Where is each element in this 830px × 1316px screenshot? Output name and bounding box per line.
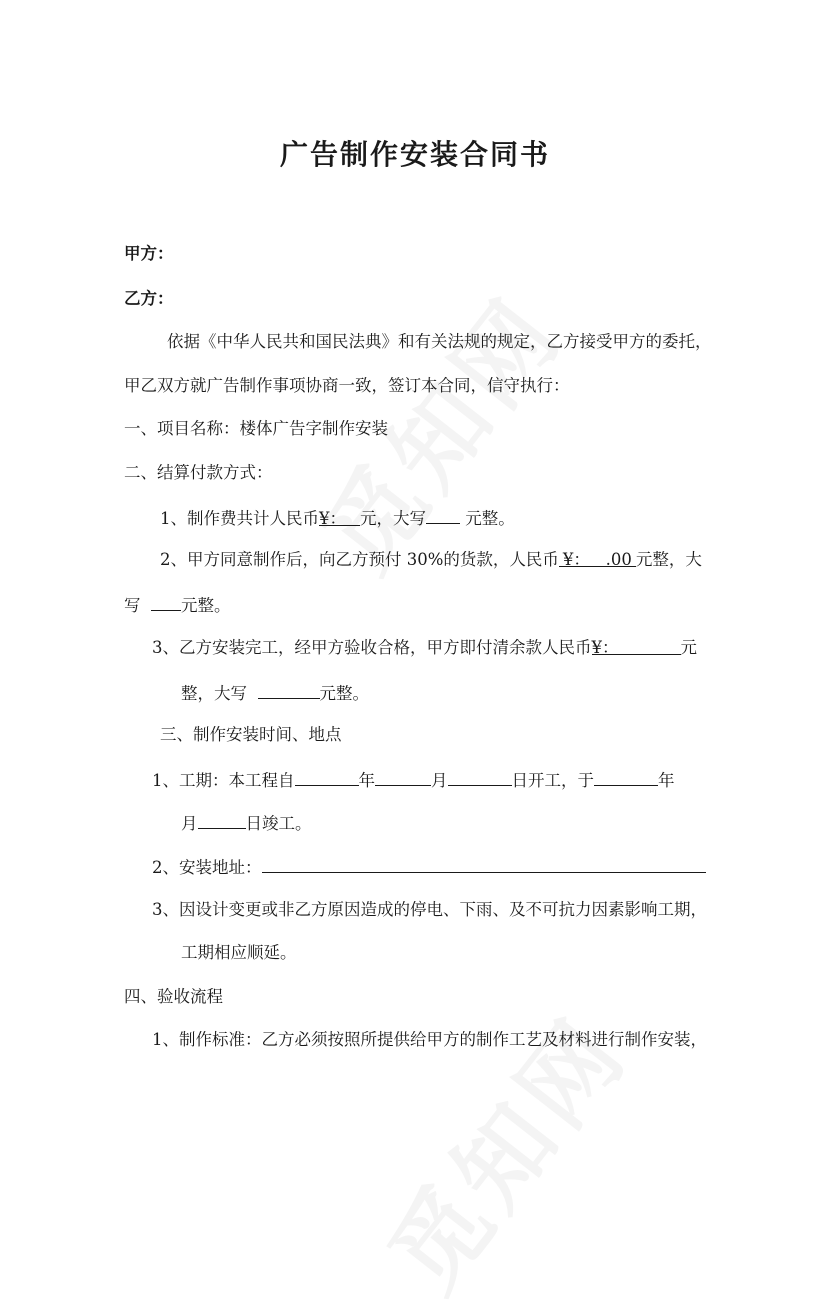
end-year-blank <box>594 767 658 786</box>
section-schedule: 三、制作安装时间、地点 <box>160 725 342 744</box>
end-day-blank <box>198 810 246 829</box>
intro-line-1: 依据《中华人民共和国民法典》和有关法规的规定，乙方接受甲方的委托， <box>167 332 712 351</box>
payment-1-total-blank: ¥： <box>319 507 360 526</box>
payment-2-amount: .00 <box>605 550 632 569</box>
install-address <box>152 854 706 880</box>
delay-line-1: 3、因设计变更或非乙方原因造成的停电、下雨、及不可抗力因素影响工期， <box>152 900 707 919</box>
period-start: 日开工，于 <box>511 771 594 790</box>
payment-3-text-c: 整，大写 <box>181 684 247 703</box>
payment-1-text-b: 元，大写 <box>360 509 426 528</box>
payment-3-uppercase-blank <box>258 680 320 699</box>
payment-3-text-b: 元 <box>680 638 697 657</box>
party-a-label: 甲方： <box>124 244 174 263</box>
standard-line: 1、制作标准：乙方必须按照所提供给甲方的制作工艺及材料进行制作安装， <box>152 1030 707 1049</box>
payment-2-amount-blank <box>559 548 636 567</box>
section-project-name: 一、项目名称：楼体广告字制作安装 <box>124 419 388 438</box>
document-title: 广告制作安装合同书 <box>279 138 550 171</box>
payment-1-text-c: 元整。 <box>465 509 515 528</box>
period-year-2: 年 <box>658 771 675 790</box>
payment-item-3 <box>152 636 697 660</box>
payment-item-2 <box>160 548 702 572</box>
payment-1-uppercase-blank <box>426 505 460 524</box>
start-month-blank <box>375 767 431 786</box>
period-month: 月 <box>431 771 448 790</box>
construction-period-cont <box>181 810 312 836</box>
payment-2-yuan-sign: ¥： <box>562 550 590 569</box>
payment-2-text-c: 写 <box>124 596 141 615</box>
start-year-blank <box>295 767 359 786</box>
payment-3-text-d: 元整。 <box>319 684 369 703</box>
party-b-label: 乙方： <box>124 289 174 308</box>
period-month-2: 月 <box>181 814 198 833</box>
payment-2-text-a: 2、甲方同意制作后，向乙方预付 30%的货款，人民币 <box>160 550 559 569</box>
payment-1-text-a: 1、制作费共计人民币 <box>160 509 319 528</box>
payment-3-text-a: 3、乙方安装完工，经甲方验收合格，甲方即付清余款人民币 <box>152 638 592 657</box>
address-blank <box>262 854 706 873</box>
construction-period <box>152 767 675 793</box>
payment-3-amount-blank: ¥： <box>592 636 681 655</box>
payment-2-text-b: 元整，大 <box>635 550 702 569</box>
payment-item-3-cont <box>181 680 369 706</box>
payment-item-1 <box>160 505 515 531</box>
payment-item-2-cont <box>124 592 231 618</box>
address-label: 2、安装地址： <box>152 858 262 877</box>
payment-2-uppercase-blank <box>151 592 181 611</box>
section-payment: 二、结算付款方式： <box>124 463 273 482</box>
start-day-blank <box>448 767 512 786</box>
payment-2-text-d: 元整。 <box>181 596 231 615</box>
period-text-a: 1、工期：本工程自 <box>152 771 295 790</box>
delay-line-2: 工期相应顺延。 <box>181 943 297 962</box>
period-end: 日竣工。 <box>245 814 312 833</box>
period-year: 年 <box>358 771 375 790</box>
section-acceptance: 四、验收流程 <box>124 987 223 1006</box>
intro-line-2: 甲乙双方就广告制作事项协商一致，签订本合同，信守执行： <box>124 376 570 395</box>
